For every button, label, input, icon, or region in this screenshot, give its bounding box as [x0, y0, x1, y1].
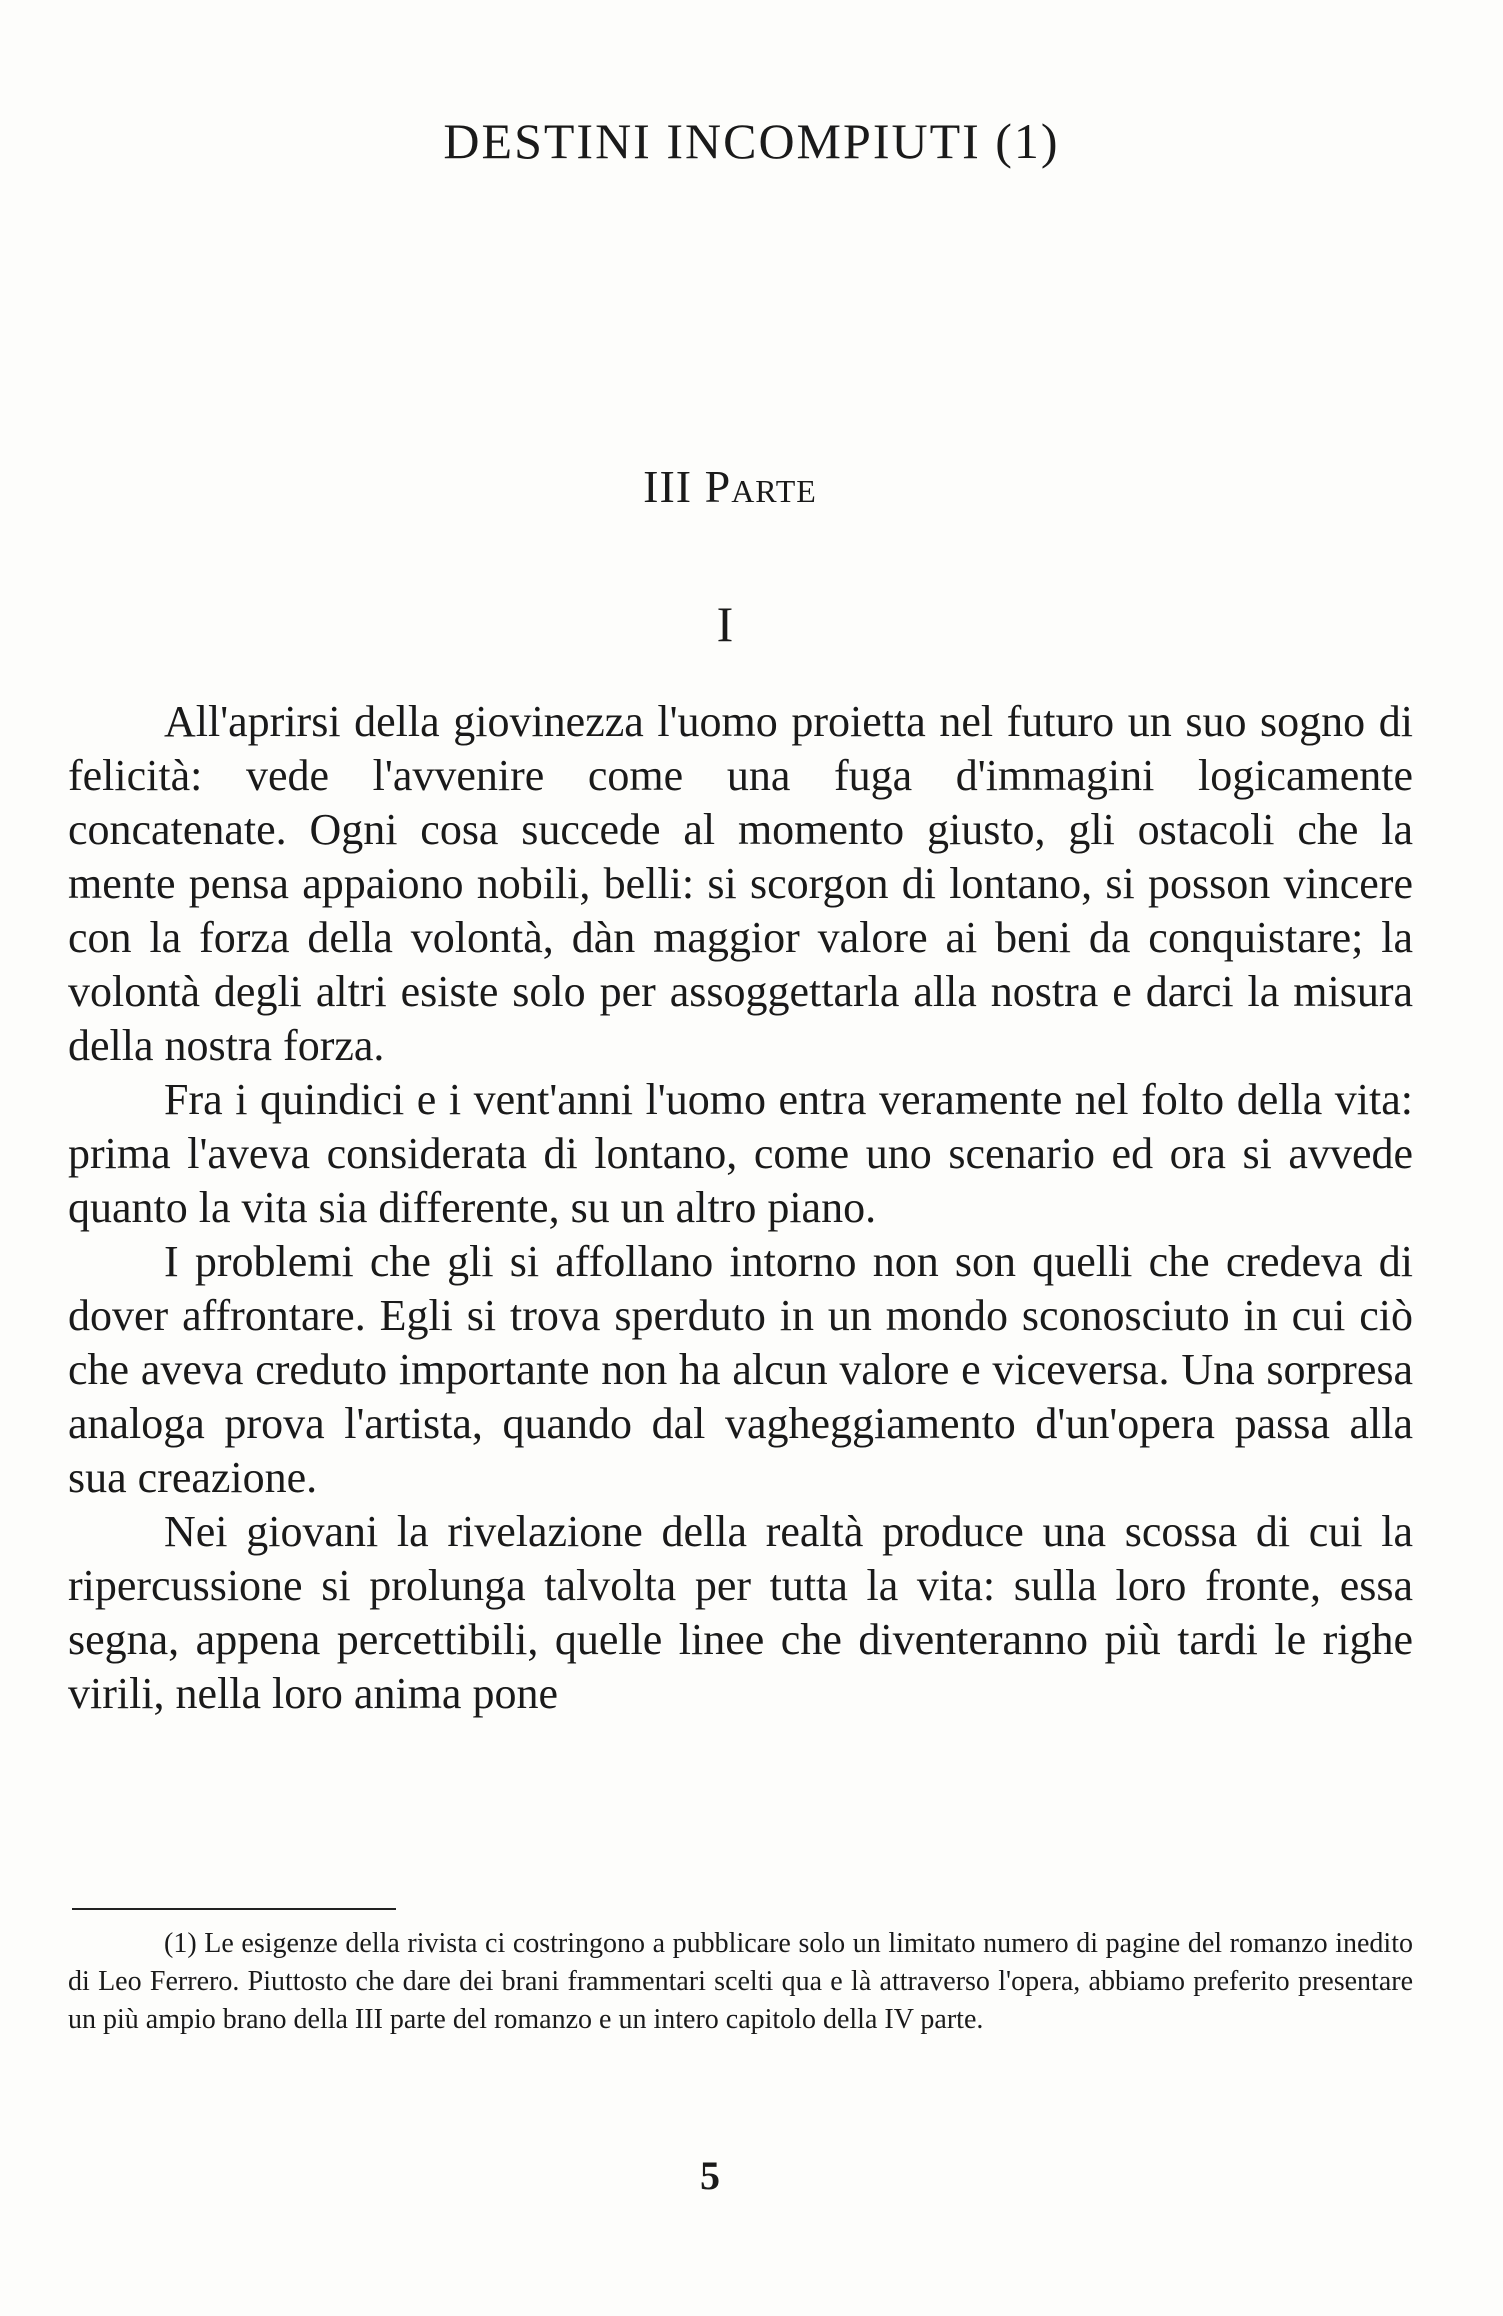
body-text: [68, 695, 1413, 1721]
paragraph: I problemi che gli si affollano intorno non son quelli che credeva di dover affrontare. Egli si trova sperduto in un mondo sconosciuto in cui ciò che aveva creduto importante non ha alcun valore e viceversa. Una sorpresa analoga prova l'artista, quando dal vagheggiamento d'un'opera passa alla sua creazione.: [68, 1237, 1413, 1502]
paragraph: All'aprirsi della giovinezza l'uomo proietta nel futuro un suo sogno di felicità: vede l'avvenire come una fuga d'immagini logicamente concatenate. Ogni cosa succede al momento giusto, gli ostacoli che la mente pensa appaiono nobili, belli: si scorgon di lontano, si posson vincere con la forza della volontà, dàn maggior valore ai beni da conquistare; la volontà degli altri esiste solo per assoggettarla alla nostra e darci la misura della nostra forza.: [68, 697, 1413, 1070]
chapter-number: I: [716, 596, 734, 652]
paragraph: Fra i quindici e i vent'anni l'uomo entra veramente nel folto della vita: prima l'aveva considerata di lontano, come uno scenario ed ora si avvede quanto la vita sia differente, su un altro piano.: [68, 1075, 1413, 1232]
running-title: DESTINI INCOMPIUTI (1): [443, 113, 1060, 169]
footnote-rule: [72, 1908, 396, 1910]
footnote: (1) Le esigenze della rivista ci costringono a pubblicare solo un limitato numero di pagine del romanzo inedito di Leo Ferrero. Piuttosto che dare dei brani frammentari scelti qua e là attraverso l'opera, abbiamo preferito presentare un più ampio brano della III parte del romanzo e un intero capitolo della IV parte.: [68, 1928, 1413, 2035]
page-number: 5: [700, 2153, 720, 2198]
part-heading: III Parte: [643, 461, 817, 512]
paragraph: Nei giovani la rivelazione della realtà produce una scossa di cui la ripercussione si prolunga talvolta per tutta la vita: sulla loro fronte, essa segna, appena percettibili, quelle linee che diventeranno più tardi le righe virili, nella loro anima pone: [68, 1507, 1413, 1718]
